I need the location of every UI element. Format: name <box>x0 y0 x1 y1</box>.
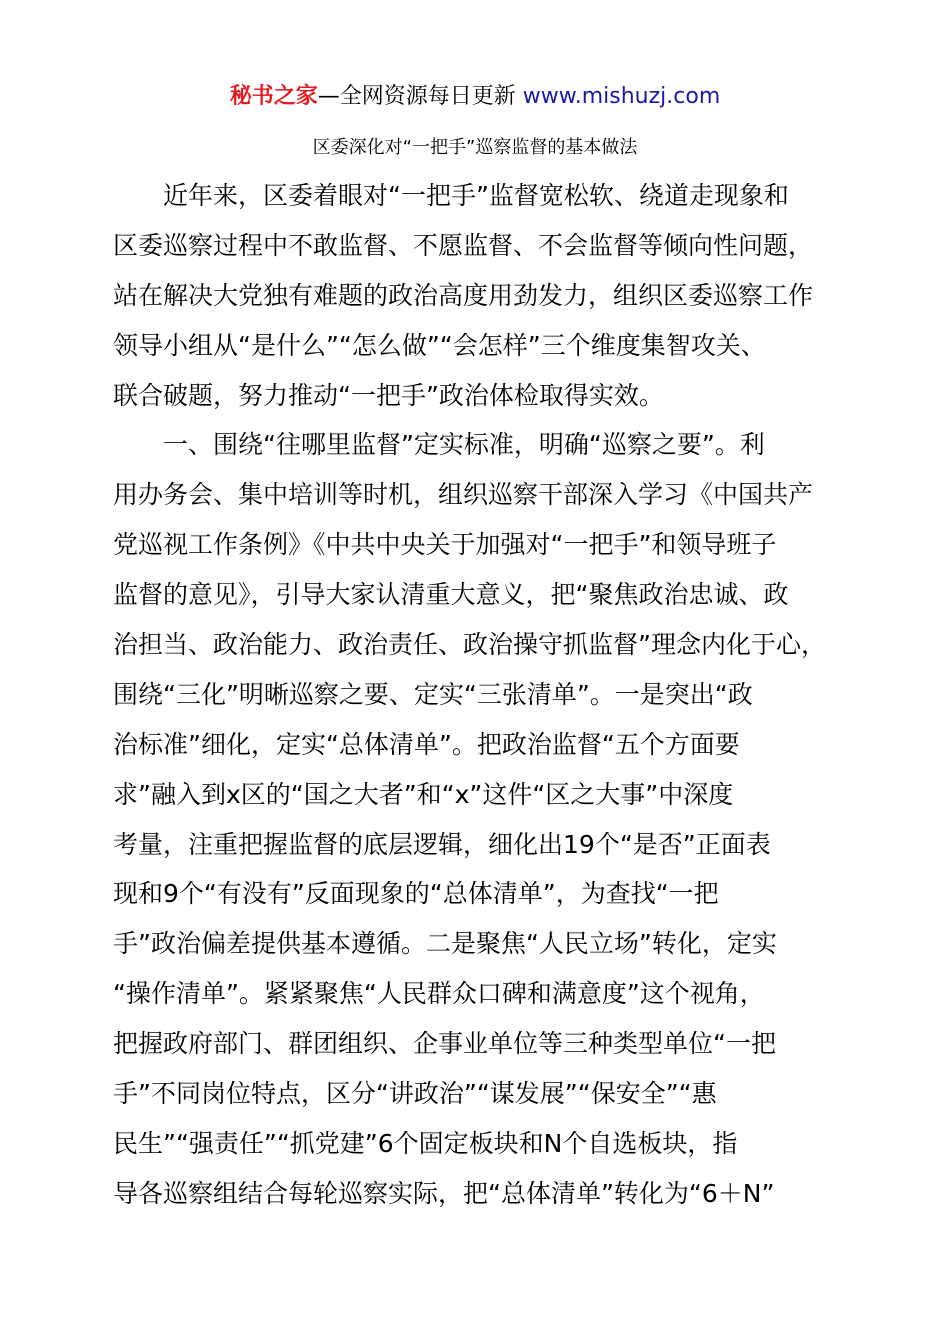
body-line: 近年来，区委着眼对“一把手”监督宽松软、绕道走现象和 <box>113 181 789 210</box>
site-url-link[interactable]: www.mishuzj.com <box>522 84 721 109</box>
body-line: 围绕“三化”明晰巡察之要、定实“三张清单”。一是突出“政 <box>113 679 753 709</box>
body-line: 联合破题，努力推动“一把手”政治体检取得实效。 <box>113 380 664 410</box>
body-line: 区委巡察过程中不敢监督、不愿监督、不会监督等倾向性问题， <box>113 230 814 260</box>
site-header <box>0 82 950 112</box>
body-line: 领导小组从“是什么”“怎么做”“会怎样”三个维度集智攻关、 <box>113 330 766 360</box>
body-line: 治标准”细化，定实“总体清单”。把政治监督“五个方面要 <box>113 729 740 759</box>
document-title: 区委深化对“一把手”巡察监督的基本做法 <box>312 137 638 158</box>
body-line: 把握政府部门、群团组织、企事业单位等三种类型单位“一把 <box>113 1029 776 1059</box>
body-line: 现和9个“有没有”反面现象的“总体清单”，为查找“一把 <box>113 879 719 909</box>
document-body <box>113 171 853 1219</box>
body-line: 导各巡察组结合每轮巡察实际，把“总体清单”转化为“6＋N” <box>113 1178 775 1208</box>
body-line: 一、围绕“往哪里监督”定实标准，明确“巡察之要”。利 <box>113 430 765 460</box>
body-line: 监督的意见》，引导大家认清重大意义，把“聚焦政治忠诚、政 <box>113 580 789 610</box>
body-line: 求”融入到x区的“国之大者”和“x”这件“区之大事”中深度 <box>113 779 734 809</box>
body-line: 手”政治偏差提供基本遵循。二是聚焦“人民立场”转化，定实 <box>113 929 777 959</box>
body-line: 用办务会、集中培训等时机，组织巡察干部深入学习《中国共产 <box>113 480 814 510</box>
site-slogan: —全网资源每日更新 <box>317 84 516 109</box>
body-line: 考量，注重把握监督的底层逻辑，细化出19个“是否”正面表 <box>113 829 771 859</box>
site-brand: 秘书之家 <box>229 84 318 109</box>
body-line: “操作清单”。紧紧聚焦“人民群众口碑和满意度”这个视角， <box>113 979 765 1009</box>
body-line: 站在解决大党独有难题的政治高度用劲发力，组织区委巡察工作 <box>113 280 814 310</box>
body-line: 民生”“强责任”“抓党建”6个固定板块和N个自选板块，指 <box>113 1128 738 1158</box>
body-line: 党巡视工作条例》《中共中央关于加强对“一把手”和领导班子 <box>113 530 777 560</box>
body-line: 手”不同岗位特点，区分“讲政治”“谋发展”“保安全”“惠 <box>113 1079 717 1109</box>
body-line: 治担当、政治能力、政治责任、政治操守抓监督”理念内化于心， <box>113 630 826 660</box>
